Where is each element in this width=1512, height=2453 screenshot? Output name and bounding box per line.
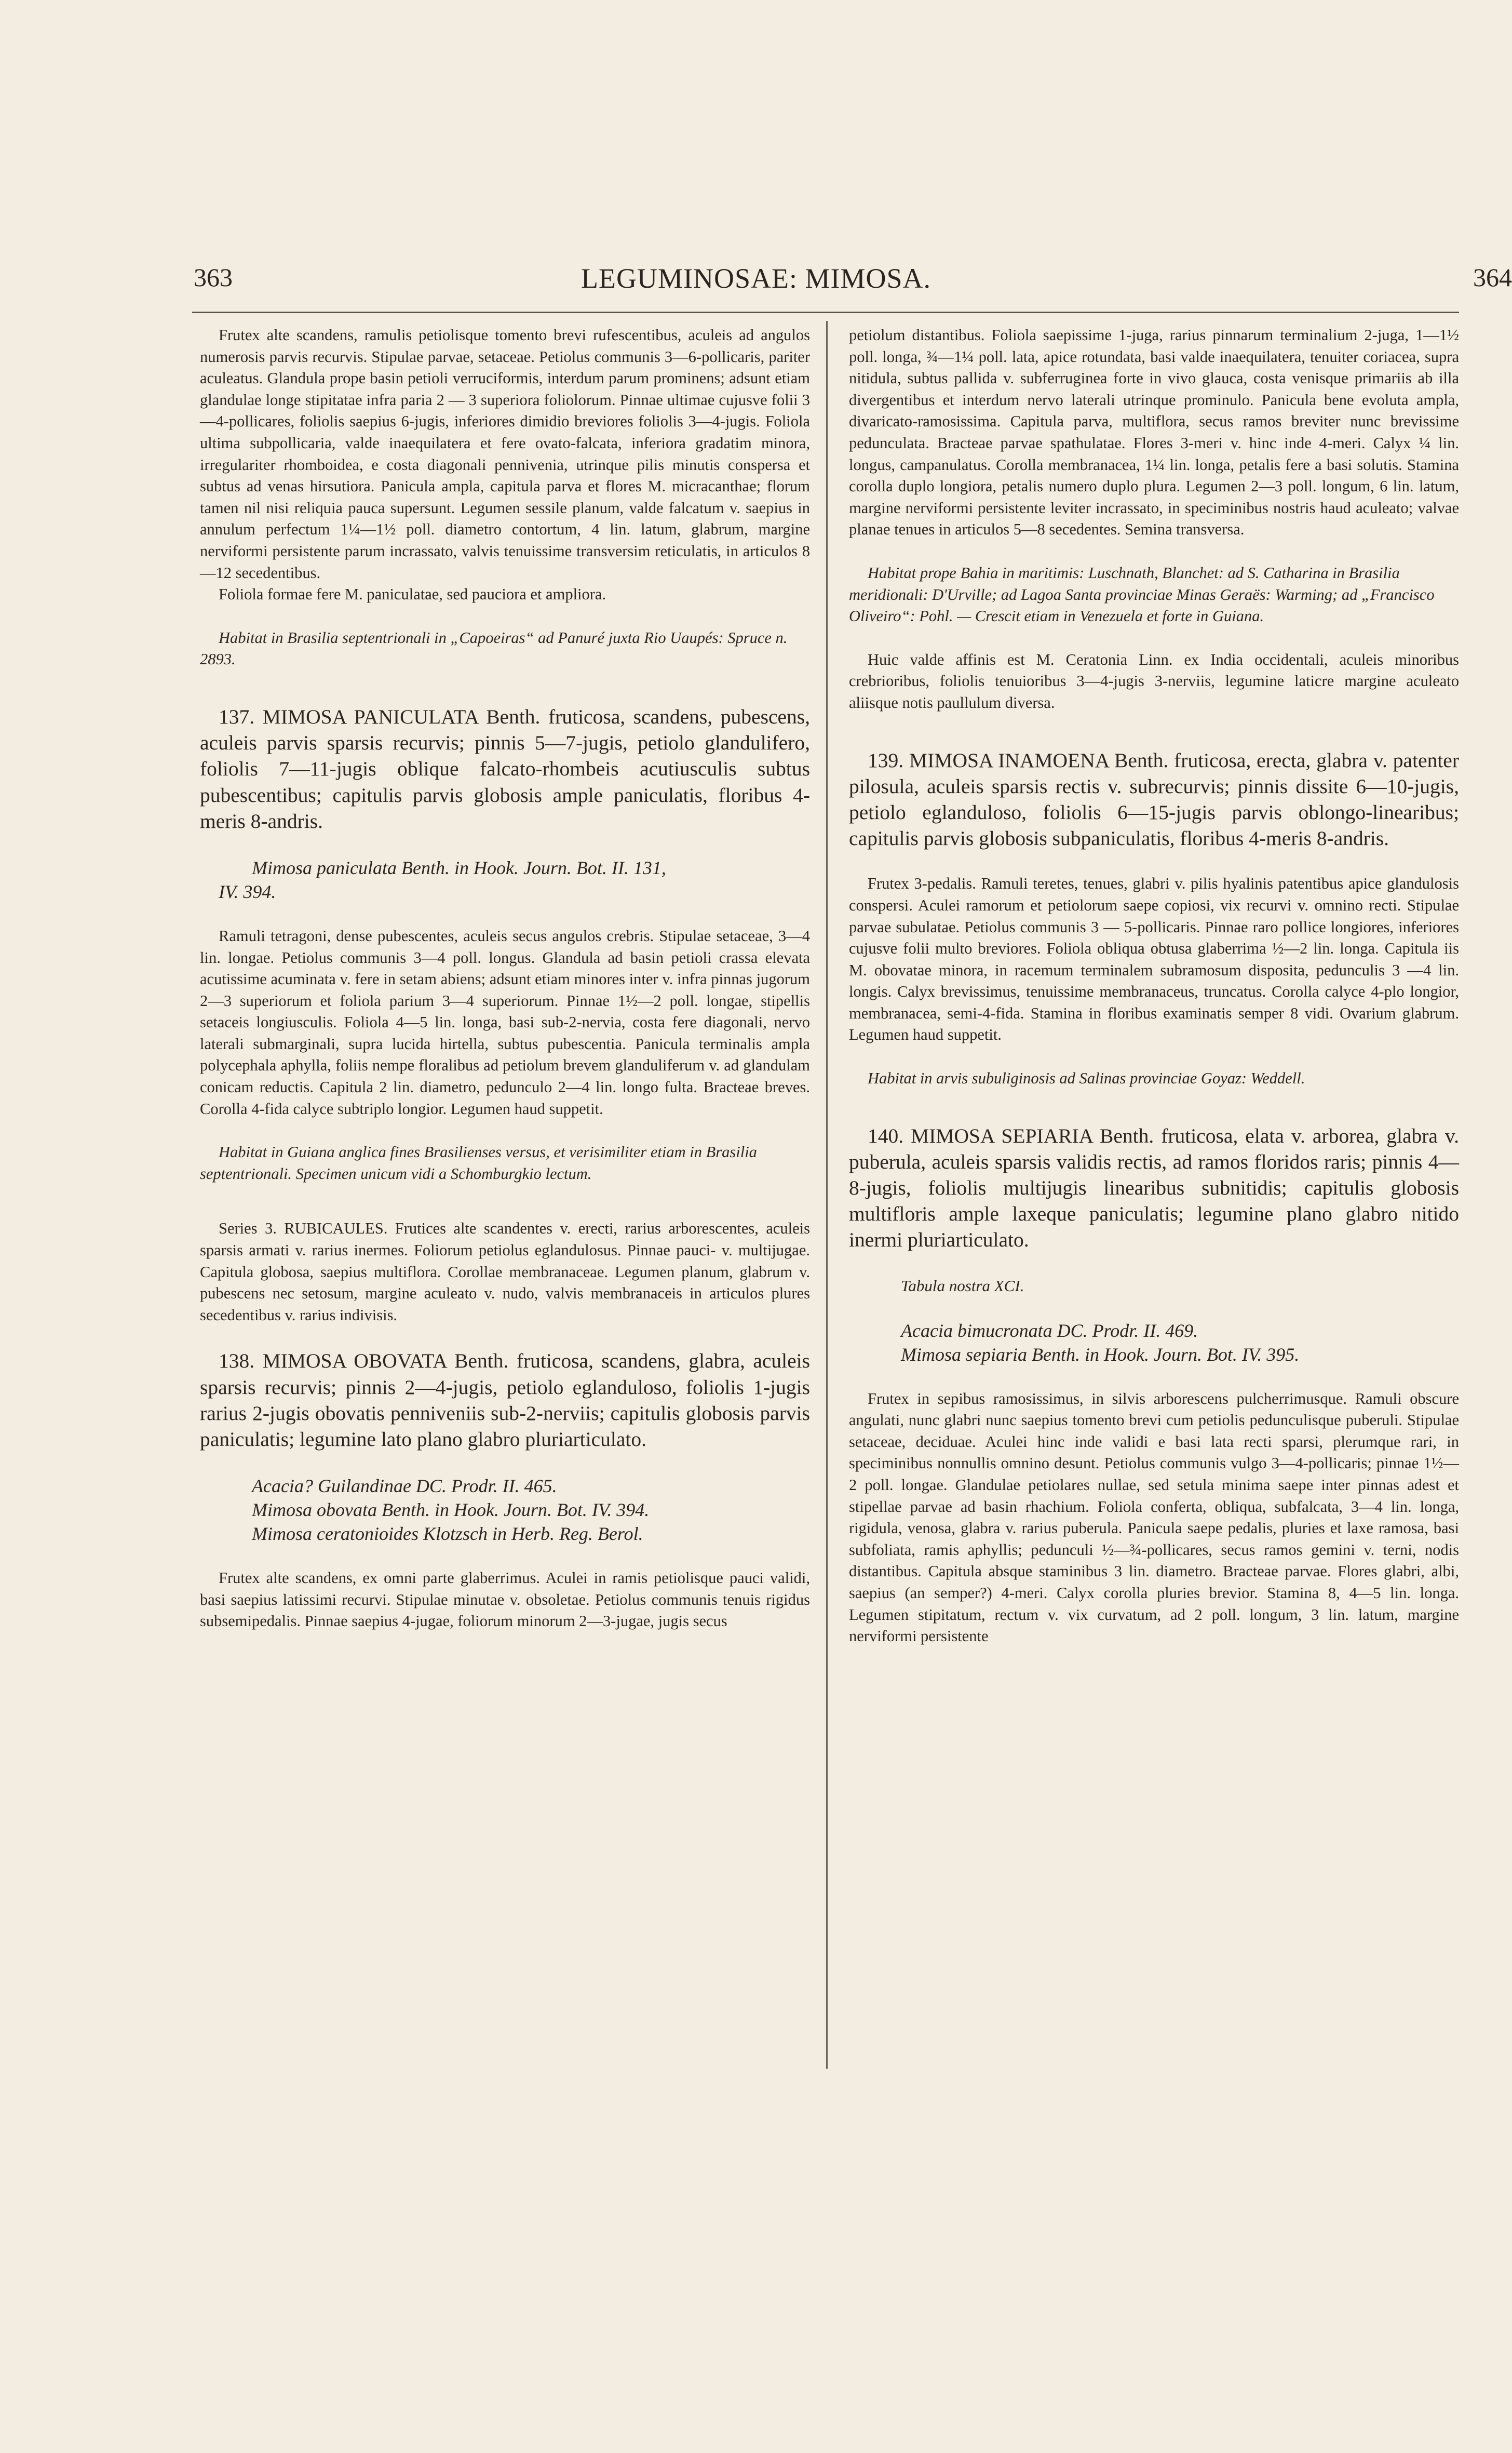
species-description-137: Ramuli tetragoni, dense pubescentes, aculeis secus angulos crebris. Stipulae setaceae, 3—4 lin. longae. Petiolus communis 3—4 poll. longus. Glandula ad basin petioli crassa elevata acutissime acuminata v. fere in setam abiens; adsunt etiam minores inter v. infra pinnas jugorum 2—3 superiorum et foliola parium 3—4 superiorum. Pinnae 1½—2 poll. longae, stipellis setaceis longiusculis. Foliola 4—5 lin. longa, basi sub-2-nervia, costa fere diagonali, nervo laterali submarginali, supra lucida hirtella, subtus pubescentia. Panicula terminalis ampla polycephala aphylla, foliis nempe floralibus ad petiolum brevem glanduliferum v. ad glandulam conicam reductis. Capitula 2 lin. diametro, pedunculo 2—4 lin. longo fulta. Bracteae breves. Corolla 4-fida calyce subtriplo longior. Legumen haud suppetit. [200, 927, 810, 1118]
species-description-138: Frutex alte scandens, ex omni parte glaberrimus. Aculei in ramis petiolisque pauci validi, basi saepius latissimi recurvi. Stipulae minutae v. obsoletae. Petiolus communis tenuis rigidus subsemipedalis. Pinnae saepius 4-jugae, foliorum minorum 2—3-jugae, jugis secus [200, 1569, 810, 1630]
page-number-right: 364 [1473, 263, 1512, 292]
habitat-note: Habitat in Brasilia septentrionali in „Capoeiras“ ad Panuré juxta Rio Uaupés: Spruce n. 2893. [200, 628, 788, 668]
synonym-140: Acacia bimucronata DC. Prodr. II. 469. [901, 1320, 1198, 1341]
species-diagnosis-140: 140. MIMOSA SEPIARIA Benth. fruticosa, elata v. arborea, glabra v. puberula, aculeis sparsis validis rectis, ad ramos floridos raris; pinnis 4—8-jugis, foliolis multijugis linearibus subnitidis; capitulis globosis multifloris ample laxeque paniculatis; legumine plano glabro nitido inermi pluriarticulato. [849, 1124, 1459, 1252]
synonym-137-continued: IV. 394. [219, 881, 276, 902]
synonym-138: Acacia? Guilandinae DC. Prodr. II. 465. [252, 1476, 557, 1497]
page-number-left: 363 [194, 263, 233, 292]
synonym-137: Mimosa paniculata Benth. in Hook. Journ. Bot. II. 131, [252, 857, 666, 878]
page-header [0, 262, 1512, 304]
description-paragraph: Frutex alte scandens, ramulis petiolisque tomento brevi rufescentibus, aculeis ad angulos numerosis parvis recurvis. Stipulae parvae, setaceae. Petiolus communis 3—6-pollicaris, pariter aculeatus. Glandula prope basin petioli verruciformis, interdum parum prominens; adsunt etiam glandulae longe stipitatae infra paria 2 — 3 superiora foliolorum. Pinnae ultimae cujusve folii 3—4-pollicares, foliolis saepius 6-jugis, inferiores dimidio breviores foliolis 3—4-jugis. Foliola ultima subpollicaria, valde inaequilatera et fere ovato-falcata, inferiora gradatim minora, irregulariter rhomboidea, e costa diagonali pennivenia, utrinque pilis minutis conspersa et subtus ad venas hirsutiora. Panicula ampla, capitula parva et flores M. micracanthae; florum tamen nil nisi reliquia pauca supersunt. Legumen sessile planum, valde falcatum v. saepius in annulum perfectum 1¼—1½ poll. diametro contortum, 4 lin. latum, glabrum, margine nerviformi persistente parum incrassato, valvis tenuissime transversim reticulatis, in articulos 8—12 secedentibus. [200, 326, 810, 582]
running-title: LEGUMINOSAE: MIMOSA. [580, 263, 931, 294]
species-diagnosis-137: 137. MIMOSA PANICULATA Benth. fruticosa, scandens, pubescens, aculeis parvis sparsis recurvis; pinnis 5—7-jugis, petiolo glandulifero, foliolis 7—11-jugis oblique falcato-rhombeis acutiusculis subtus pubescentibus; capitulis parvis globosis ample paniculatis, floribus 4-meris 8-andris. [200, 705, 810, 833]
synonym-138: Mimosa obovata Benth. in Hook. Journ. Bot. IV. 394. [252, 1499, 650, 1521]
description-continued: petiolum distantibus. Foliola saepissime 1-juga, rarius pinnarum terminalium 2-juga, 1—1½ poll. longa, ¾—1¼ poll. lata, apice rotundata, basi valde inaequilatera, tenuiter coriacea, supra nitidula, subtus pallida v. subferruginea forte in vivo glauca, costa venisque primariis ab illa divergentibus et interdum nervo laterali utrinque prominulo. Panicula bene evoluta ampla, divaricato-ramosissima. Capitula parva, multiflora, secus ramos breviter nunc brevissime pedunculata. Bracteae parvae spathulatae. Flores 3-meri v. hinc inde 4-meri. Calyx ¼ lin. longus, campanulatus. Corolla membranacea, 1¼ lin. longa, petalis fere a basi solutis. Stamina corolla duplo longiora, petalis numero duplo plura. Legumen 2—3 poll. longum, 6 lin. latum, margine nerviformi persistente leviter incrassato, in speciminibus nostris haud aculeato; valvae planae tenues in articulos 5—8 secedentes. Semina transversa. [849, 326, 1459, 539]
affinity-note: Huic valde affinis est M. Ceratonia Linn. ex India occidentali, aculeis minoribus crebrioribus, foliolis tenuioribus 3—4-jugis 3-nerviis, legumine laticre margine aculeato aliisque notis paullulum diversa. [849, 650, 1459, 712]
left-column [200, 325, 810, 1632]
species-description-140: Frutex in sepibus ramosissimus, in silvis arborescens pulcherrimusque. Ramuli obscure angulati, nunc glabri nunc saepius tomento brevi cum petiolis pedunculisque puberuli. Stipulae setaceae, deciduae. Aculei hinc inde validi e basi lata recti sparsi, plerumque rari, in speciminibus nonnullis omnino desunt. Petiolus communis vulgo 3—4-pollicaris; pinnae 1½—2 poll. longae. Glandulae petiolares nullae, sed setula minima saepe inter pinnas adest et stipellae parvae ad basin rhachium. Foliola conferta, obliqua, subfalcata, 3—4 lin. longa, rigidula, venosa, glabra v. rarius puberula. Panicula saepe pedalis, pluries et laxe ramosa, basi subfoliata, ramis aphyllis; pedunculi ½—¾-pollicares, secus ramos gemini v. terni, nodis distantibus. Capitula absque staminibus 3 lin. diametro. Bracteae parvae. Flores glabri, albi, saepius (an semper?) 4-meri. Calyx corolla pluries brevior. Stamina 8, 4—5 lin. longa. Legumen stipitatum, rectum v. vix curvatum, ad 2 poll. longum, 3 lin. latum, margine nerviformi persistente [849, 1389, 1459, 1645]
synonym-138: Mimosa ceratonioides Klotzsch in Herb. Reg. Berol. [252, 1523, 643, 1545]
species-diagnosis-139: 139. MIMOSA INAMOENA Benth. fruticosa, erecta, glabra v. patenter pilosula, aculeis sparsis rectis v. subrecurvis; pinnis dissite 6—10-jugis, petiolo eglanduloso, foliolis 6—15-jugis parvis oblongo-linearibus; capitulis parvis globosis subpaniculatis, floribus 4-meris 8-andris. [849, 748, 1459, 850]
plate-reference: Tabula nostra XCI. [901, 1276, 1024, 1295]
right-column [849, 325, 1459, 1647]
header-rule [192, 312, 1459, 313]
species-diagnosis-138: 138. MIMOSA OBOVATA Benth. fruticosa, scandens, glabra, aculeis sparsis recurvis; pinnis 2—4-jugis, petiolo eglanduloso, foliolis 1-jugis rarius 2-jugis obovatis penniveniis sub-2-nerviis; capitulis globosis parvis paniculatis; legumine lato plano glabro pluriarticulato. [200, 1349, 810, 1451]
synonym-140: Mimosa sepiaria Benth. in Hook. Journ. Bot. IV. 395. [901, 1344, 1300, 1365]
habitat-note: Habitat prope Bahia in maritimis: Luschnath, Blanchet: ad S. Catharina in Brasilia meridionali: D'Urville; ad Lagoa Santa provinciae Minas Geraës: Warming; ad „Francisco Oliveiro“: Pohl. — Crescit etiam in Venezuela et forte in Guiana. [849, 564, 1435, 625]
column-divider [826, 321, 828, 2069]
habitat-note: Habitat in arvis subuliginosis ad Salinas provinciae Goyaz: Weddell. [868, 1069, 1305, 1088]
habitat-note: Habitat in Guiana anglica fines Brasilienses versus, et verisimiliter etiam in Brasilia septentrionali. Specimen unicum vidi a Schomburgkio lectum. [200, 1143, 757, 1183]
species-description-139: Frutex 3-pedalis. Ramuli teretes, tenues, glabri v. pilis hyalinis patentibus apice glandulosis conspersi. Aculei ramorum et petiolorum saepe copiosi, vix recurvi v. omnino recti. Stipulae parvae subulatae. Petiolus communis 3 — 5-pollicaris. Pinnae raro pollice longiores, inferiores cujusve folii multo breviores. Foliola obliqua obtusa glaberrima ½—2 lin. longa. Capitula iis M. obovatae minora, in racemum terminalem subramosum disposita, pedunculis 3 —4 lin. longis. Calyx brevissimus, tenuissime membranaceus, truncatus. Corolla calyce 4-plo longior, membranacea, semi-4-fida. Stamina in floribus examinatis semper 8 vidi. Ovarium glabrum. Legumen haud suppetit. [849, 875, 1459, 1044]
note-paragraph: Foliola formae fere M. paniculatae, sed pauciora et ampliora. [219, 585, 606, 604]
series-description: Series 3. RUBICAULES. Frutices alte scandentes v. erecti, rarius arborescentes, aculeis sparsis armati v. rarius inermes. Foliorum petiolus eglandulosus. Pinnae pauci- v. multijugae. Capitula globosa, saepius multiflora. Corollae membranaceae. Legumen planum, glabrum v. pubescens nec setosum, margine aculeato v. nudo, valvis membranaceis in articulos plures secedentibus v. rarius indivisis. [200, 1219, 810, 1324]
